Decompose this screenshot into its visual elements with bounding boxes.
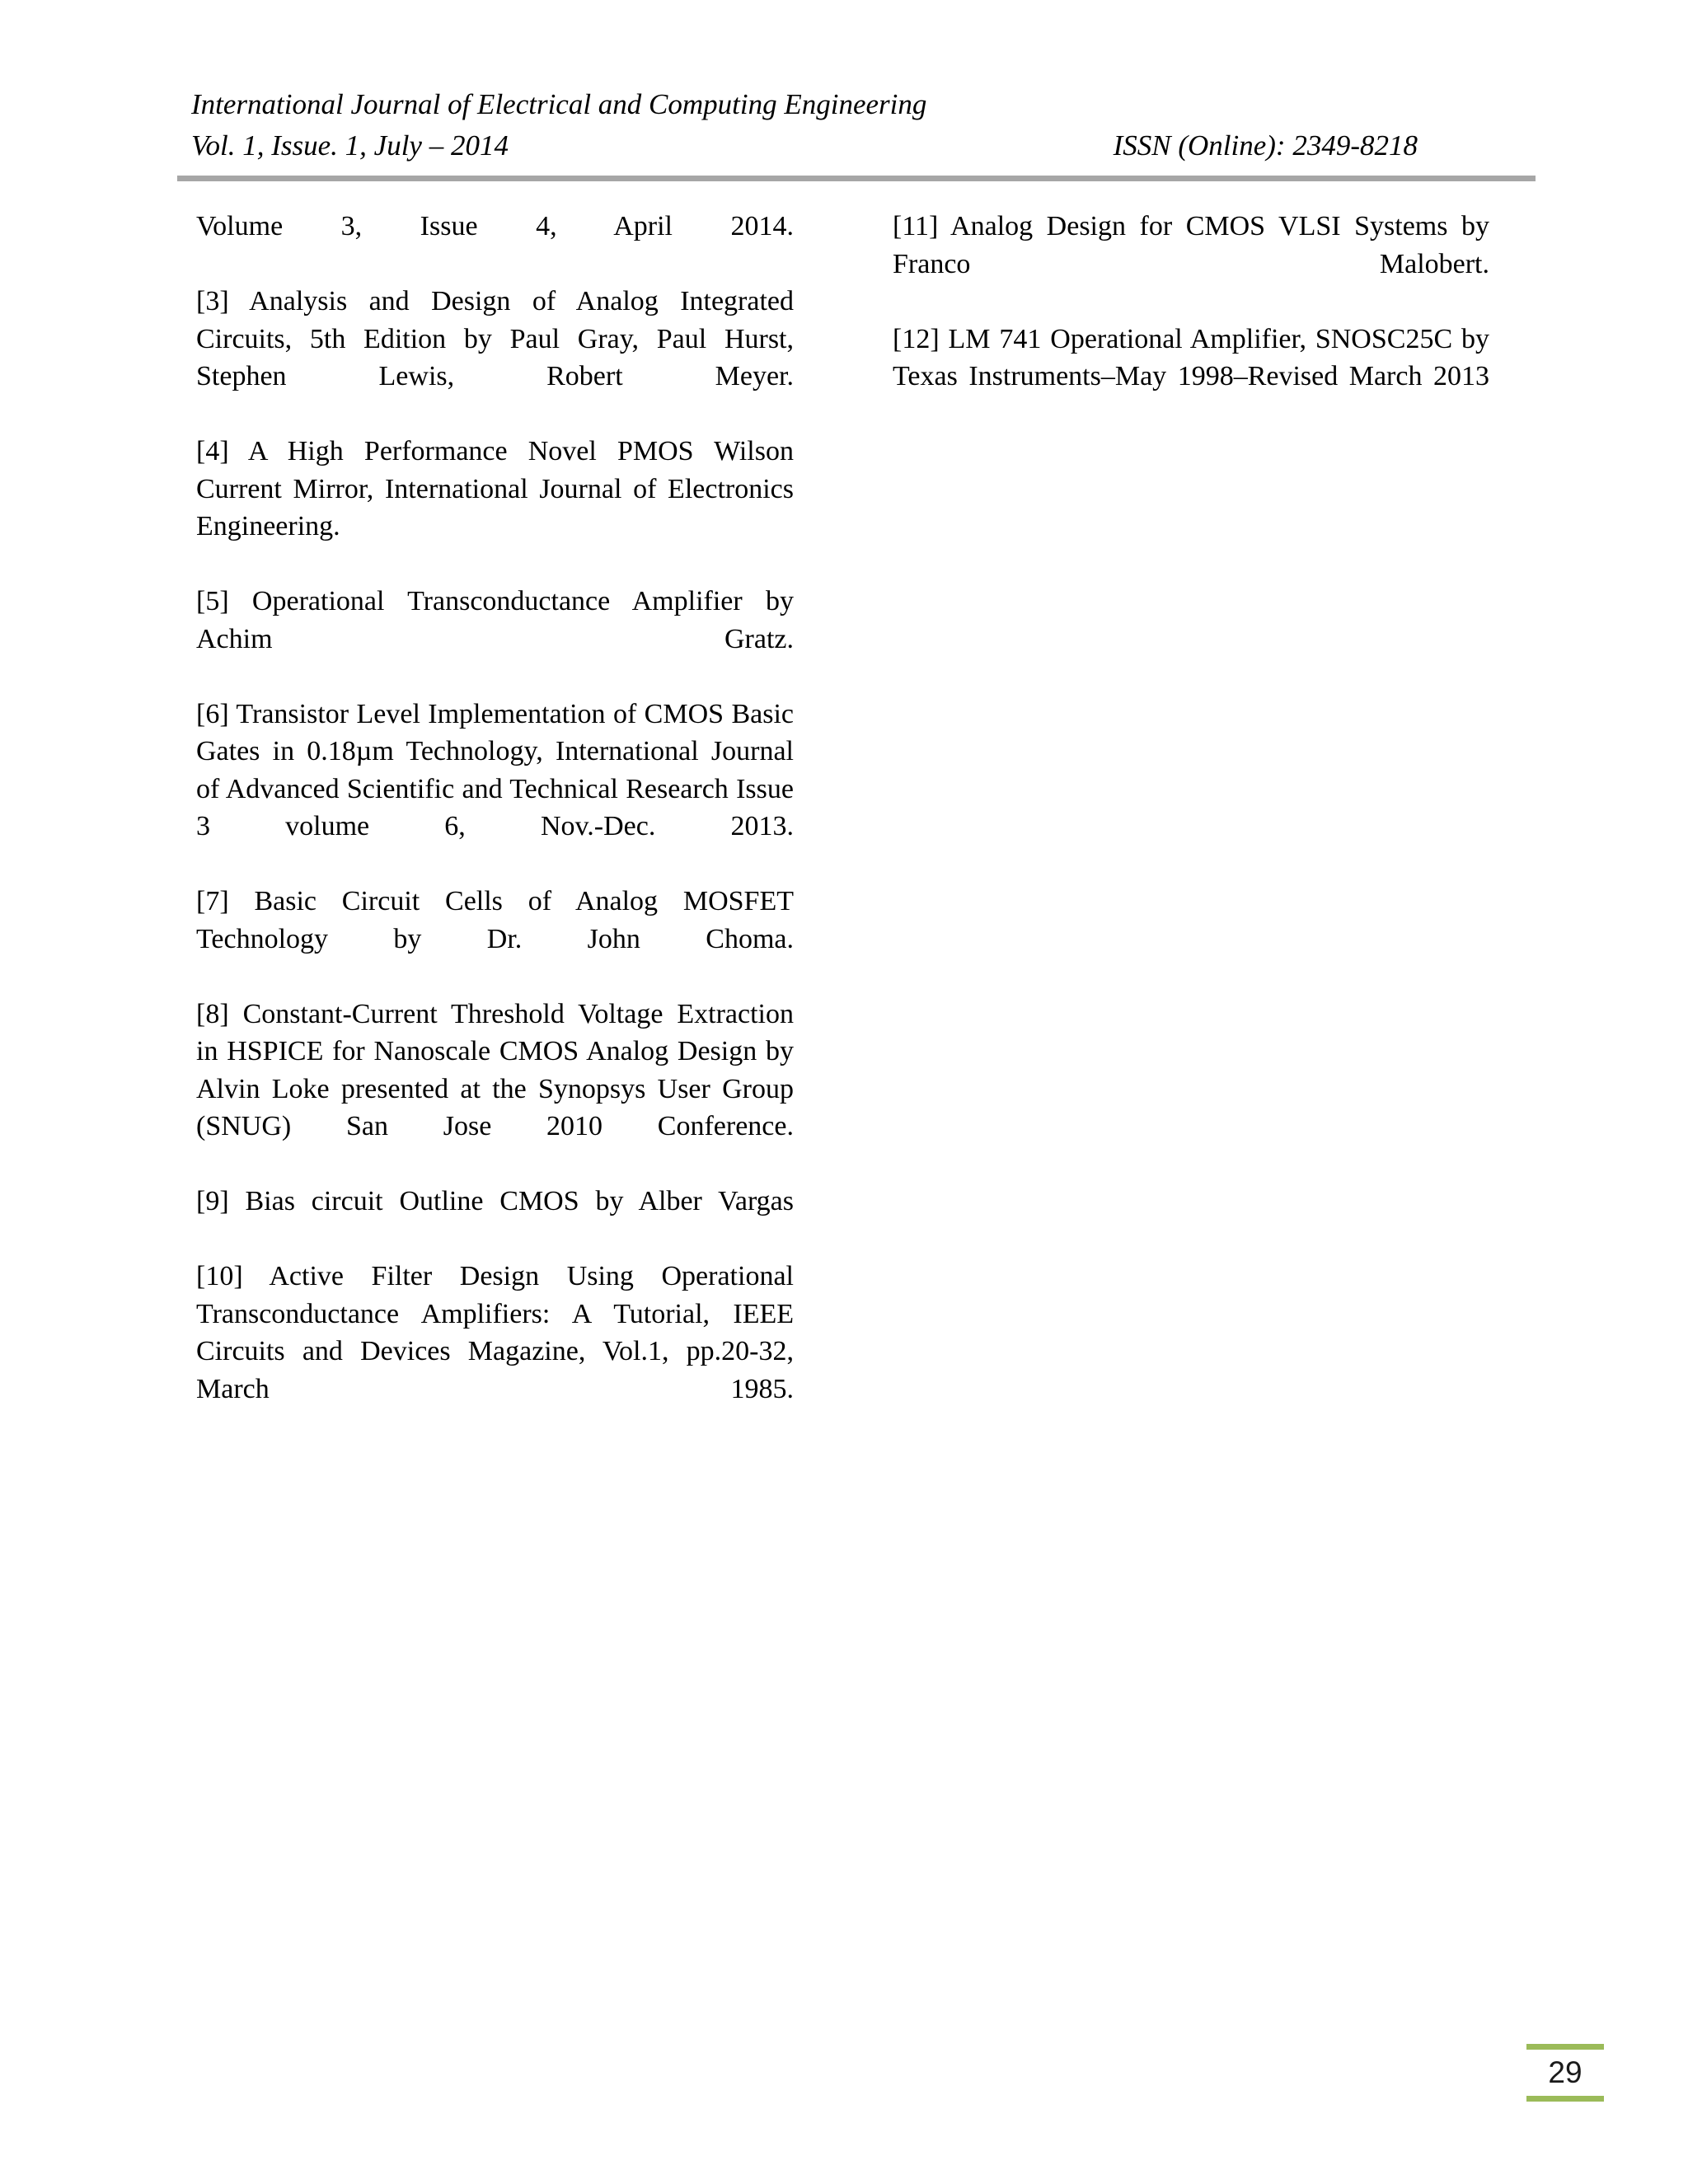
reference-item: [8] Constant-Current Threshold Voltage Extraction in HSPICE for Nanoscale CMOS Analog Design by Alvin Loke presented at the Synopsys User Group (SNUG) San Jose 2010 Conference. bbox=[196, 998, 794, 1141]
reference-item: [3] Analysis and Design of Analog Integrated Circuits, 5th Edition by Paul Gray, Paul Hurst, Stephen Lewis, Robert Meyer. bbox=[196, 286, 794, 391]
reference-item: [12] LM 741 Operational Amplifier, SNOSC25C by Texas Instruments–May 1998–Revised March 2013 bbox=[893, 323, 1489, 391]
page-footer bbox=[1526, 2044, 1604, 2102]
header-divider-rule bbox=[177, 176, 1536, 181]
issn-online: ISSN (Online): 2349-8218 bbox=[1113, 129, 1418, 162]
page-number: 29 bbox=[1548, 2055, 1582, 2089]
reference-item: [9] Bias circuit Outline CMOS by Alber Vargas bbox=[196, 1186, 794, 1216]
reference-item: [6] Transistor Level Implementation of CMOS Basic Gates in 0.18µm Technology, International Journal of Advanced Scientific and Technical Research Issue 3 volume 6, Nov.-Dec. 2013. bbox=[196, 698, 794, 841]
reference-item: [11] Analog Design for CMOS VLSI Systems by Franco Malobert. bbox=[893, 211, 1489, 279]
reference-item: [5] Operational Transconductance Amplifier by Achim Gratz. bbox=[196, 586, 794, 654]
footer-rule-bottom bbox=[1526, 2096, 1604, 2102]
reference-item: [7] Basic Circuit Cells of Analog MOSFET Technology by Dr. John Choma. bbox=[196, 886, 794, 954]
reference-item: [10] Active Filter Design Using Operational Transconductance Amplifiers: A Tutorial, IEEE Circuits and Devices Magazine, Vol.1, pp.20-32, March 1985. bbox=[196, 1261, 794, 1404]
left-column bbox=[196, 208, 794, 1446]
journal-title: International Journal of Electrical and Computing Engineering bbox=[191, 88, 927, 120]
reference-item: Volume 3, Issue 4, April 2014. bbox=[196, 211, 794, 241]
footer-rule-top bbox=[1526, 2044, 1604, 2050]
running-head bbox=[191, 84, 1535, 166]
volume-issn-line bbox=[191, 125, 1535, 166]
reference-item: [4] A High Performance Novel PMOS Wilson Current Mirror, International Journal of Electronics Engineering. bbox=[196, 436, 794, 541]
volume-issue-date: Vol. 1, Issue. 1, July – 2014 bbox=[191, 129, 509, 162]
right-column bbox=[893, 208, 1489, 433]
